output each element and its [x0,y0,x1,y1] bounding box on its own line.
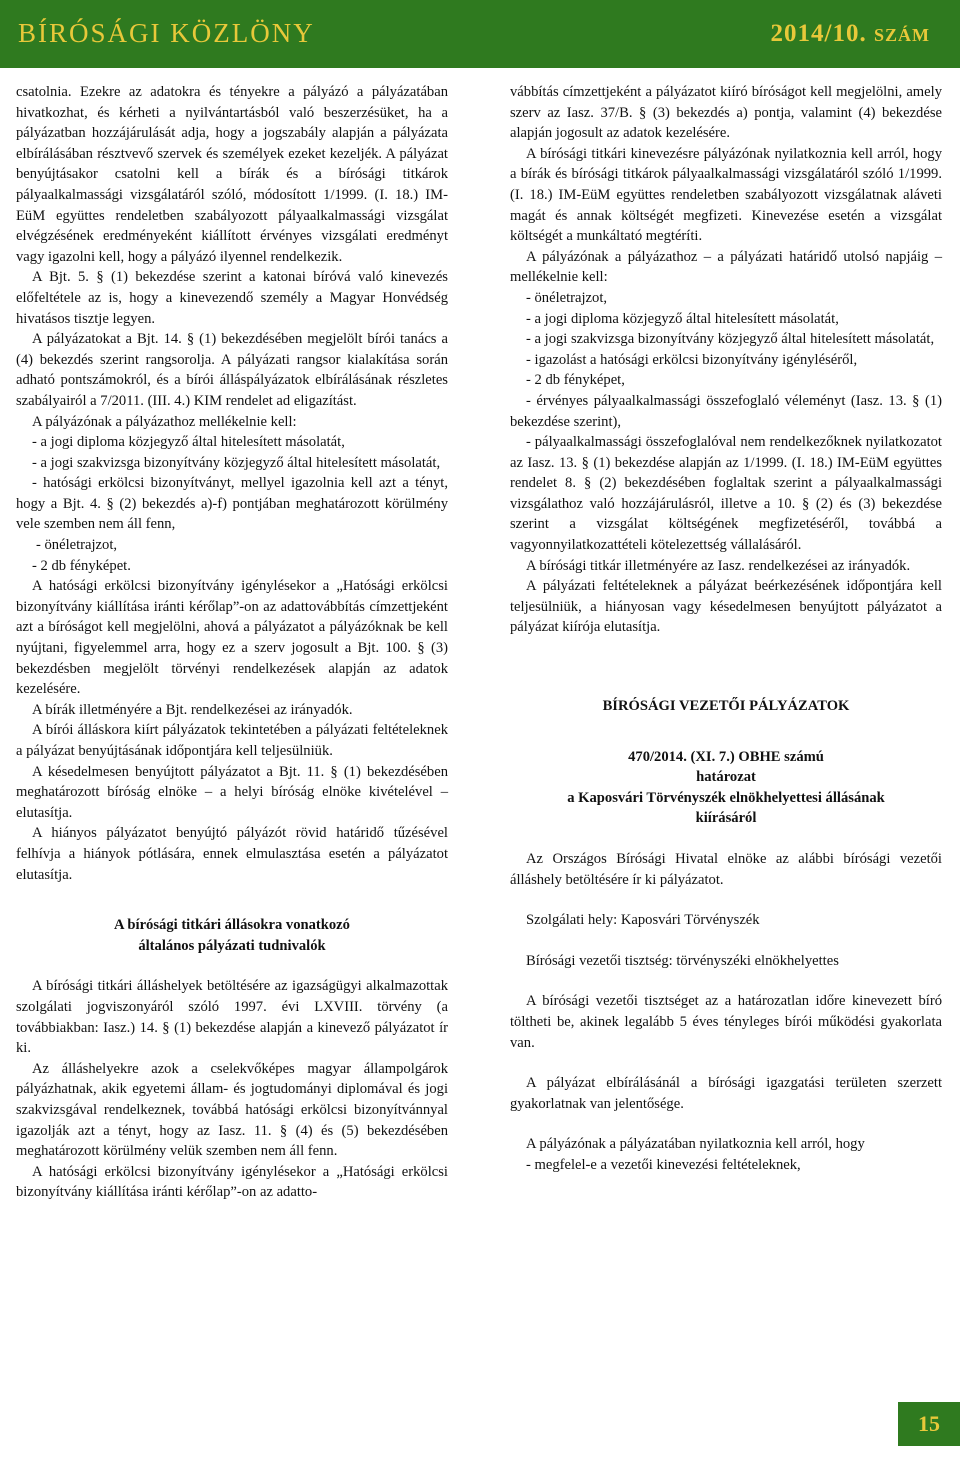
paragraph: A bírósági titkár illetményére az Iasz. rendelkezései az irányadók. [526,557,911,574]
paragraph: A bírósági titkári álláshelyek betöltésére az igazságügyi alkalmazottak szolgálati jogviszonyáról szóló 1997. évi LXVIII. törvény (a továbbiakban: Iasz.) 14. § (1) bekezdése alapján a kinevező pályázatot ír ki. [16,978,448,1057]
list-item: - hatósági erkölcsi bizonyítványt, mellyel igazolnia kell azt a tényt, hogy a Bjt. 4. § (2) bekezdés a)-f) pontjában meghatározott körülmény vele szemben nem áll fenn, [16,475,448,533]
paragraph: A hatósági erkölcsi bizonyítvány igénylésekor a „Hatósági erkölcsi bizonyítvány kiállítása iránti kérőlap”-on az adatto- [16,1163,448,1201]
paragraph: A hatósági erkölcsi bizonyítvány igénylésekor a „Hatósági erkölcsi bizonyítvány kiállítása iránti kérőlap”-on az adattovábbítás címzettjeként azt a bíróságot kell megjelölni, ahová a pályázatot a pályázóknak be kell nyújtani, figyelemmel arra, hogy ez a szerv jogosult a Bjt. 100. § (3) bekezdésben megjelölt törvényi rendelkezések alapján az adatok kezelésére. [16,578,448,698]
paragraph: A pályázónak a pályázatában nyilatkoznia kell arról, hogy [526,1136,865,1153]
paragraph: Az álláshelyekre azok a cselekvőképes magyar állampolgárok pályázhatnak, akik egyetemi állam- és jogtudományi diplomával és jogi szakvizsgával rendelkeznek, továbbá hatósági erkölcsi bizonyítvánnyal igazolják azt a tényt, hogy az Iasz. 11. § (4) és (5) bekezdésében meghatározott körülmény velük szemben nem áll fenn. [16,1060,448,1160]
list-item: - pályaalkalmassági összefoglalóval nem rendelkezőknek nyilatkozatot az Iasz. 13. § (1) bekezdése alapján az 1/1999. (I. 18.) IM-EüM együttes rendelet 8. § (2) bekezdésében foglaltak szerint a pályaalkalmassági vizsgálathoz való hozzájárulásról, illetve a 10. § (2) és (3) bekezdése szerint a vizsgálat költségének megfizetéséről, továbbá a vagyonnyilatkozattételi kötelezettség vállalásáról. [510,434,942,554]
decision-subject-end: kiírásáról [695,810,757,827]
paragraph: A pályázati feltételeknek a pályázat beérkezésének időpontjára kell teljesülniük, a hiányosan vagy késedelmesen benyújtott pályázatot a pályázat kiírója elutasítja. [510,578,942,636]
paragraph: A pályázatokat a Bjt. 14. § (1) bekezdésében megjelölt bírói tanács a (4) bekezdés szerint rangsorolja. A pályázati rangsor kialakítása során adható pontszámokról, és a bírói álláspályázatok elbírálásának részletes szabályairól a 7/2011. (III. 4.) KIM rendelet ad eligazítást. [16,331,448,409]
paragraph: A bírósági vezetői tisztséget az a határozatlan időre kinevezett bíró töltheti be, akinek legalább 5 éves tényleges bírói működési gyakorlata van. [510,993,942,1051]
list-item: - 2 db fényképet. [32,557,131,574]
section-heading: A bírósági titkári állásokra vonatkozó [114,917,350,934]
paragraph: A Bjt. 5. § (1) bekezdése szerint a katonai bíróvá való kinevezés előfeltétele az is, hogy a kinevezendő személy a Magyar Honvédség hivatásos tisztje legyen. [16,269,448,327]
paragraph: Szolgálati hely: Kaposvári Törvényszék [526,912,760,929]
decision-type: határozat [696,769,756,786]
list-item: - 2 db fényképet, [526,372,625,389]
paragraph: A hiányos pályázatot benyújtó pályázót rövid határidő tűzésével felhívja a hiányok pótlására, ennek elmulasztása esetén a pályázatot elutasítja. [16,825,448,883]
paragraph: A bírósági titkári kinevezésre pályázónak nyilatkoznia kell arról, hogy a bírák és bírósági titkárok pályaalkalmassági vizsgálatáról szóló 1/1999. (I. 18.) IM-EüM együttes rendeletben szabályozott vizsgálatnak aláveti magát és annak költségét megfizeti. Kinevezése esetén a vizsgálat költségét a munkáltató megtéríti. [510,145,942,245]
page-header [0,0,960,68]
list-item: - a jogi szakvizsga bizonyítvány közjegyző által hitelesített másolatát, [526,331,935,348]
left-column [16,82,448,1203]
paragraph: A késedelmesen benyújtott pályázatot a Bjt. 11. § (1) bekezdésében meghatározott bíróság elnöke – a helyi bíróság elnöke kivételével – elutasítja. [16,763,448,821]
journal-title: BÍRÓSÁGI KÖZLÖNY [18,18,315,48]
list-item: - önéletrajzot, [36,537,118,554]
issue-main: 2014/10. [770,20,874,47]
paragraph: csatolnia. Ezekre az adatokra és tényekre a pályázó a pályázatában hivatkozhat, és kérheti a nyilvántartásból való beszerzésüket, ha a pályázatban hozzájárulását adja, hogy a jogszabály alapján a pályázata elbírálásában résztvevő szervek és személyek ezeket kezeljék. A pályázat benyújtásakor csatolni kell a bírák és a bírósági titkárok pályaalkalmassági vizsgálatáról szóló, módosított 1/1999. (I. 18.) IM-EüM együttes rendeletben szabályozott pályaalkalmassági vizsgálat elvégzésének eredményeként kiállított érvényes vizsgálati eredményt vagy igazolni kell, hogy a pályázó ilyennel rendelkezik. [16,84,448,265]
decision-subject: a Kaposvári Törvényszék elnökhelyettesi állásának [567,789,885,806]
list-item: - igazolást a hatósági erkölcsi bizonyítvány igényléséről, [526,351,858,368]
paragraph: A bírói álláskora kiírt pályázatok tekintetében a pályázati feltételeknek a pályázat benyújtásának időpontjára kell teljesülniük. [16,722,448,759]
issue-number [771,20,930,48]
list-item: - a jogi diploma közjegyző által hitelesített másolatát, [526,310,839,327]
list-item: - a jogi diploma közjegyző által hitelesített másolatát, [32,434,345,451]
paragraph: Bírósági vezetői tisztség: törvényszéki elnökhelyettes [526,952,839,969]
paragraph: A bírák illetményére a Bjt. rendelkezései az irányadók. [32,701,353,718]
decision-number: 470/2014. (XI. 7.) OBHE számú [628,748,824,765]
section-title: BÍRÓSÁGI VEZETŐI PÁLYÁZATOK [602,698,850,715]
section-heading: általános pályázati tudnivalók [138,937,326,954]
paragraph: vábbítás címzettjeként a pályázatot kiíró bíróságot kell megjelölni, amely szerv az Iasz. 37/B. § (3) bekezdés a) pontja, valamint (4) bekezdése alapján jogosult az adatok kezelésére. [510,84,942,142]
issue-suffix: SZÁM [873,25,930,45]
list-item: - megfelel-e a vezetői kinevezési feltételeknek, [526,1156,801,1173]
right-column [510,82,942,1176]
paragraph: Az Országos Bírósági Hivatal elnöke az alábbi bírósági vezetői álláshely betöltésére ír ki pályázatot. [510,851,942,888]
paragraph: A pályázat elbírálásánál a bírósági igazgatási területen szerzett gyakorlatnak van jelentősége. [510,1075,942,1112]
list-item: - önéletrajzot, [526,289,608,306]
page-number: 15 [898,1402,960,1446]
paragraph: A pályázónak a pályázathoz mellékelnie kell: [32,413,297,430]
list-item: - a jogi szakvizsga bizonyítvány közjegyző által hitelesített másolatát, [32,454,441,471]
paragraph: A pályázónak a pályázathoz – a pályázati határidő utolsó napjáig – mellékelnie kell: [510,248,942,286]
list-item: - érvényes pályaalkalmassági összefoglaló véleményt (Iasz. 13. § (1) bekezdése szerint), [510,392,942,430]
